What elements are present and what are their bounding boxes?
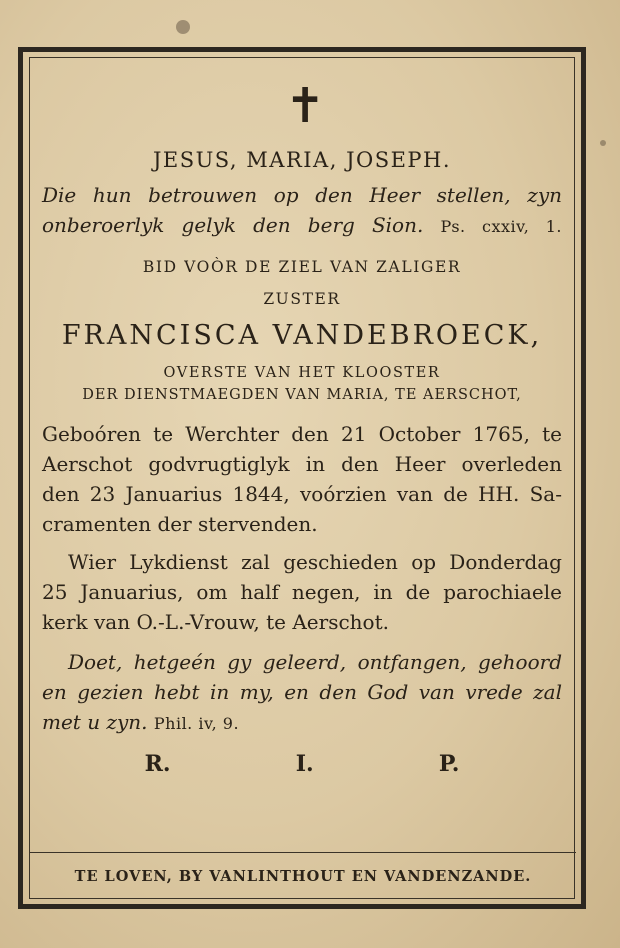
role-line-1: OVERSTE VAN HET KLOOSTER [163,365,441,381]
closing-line: en gezien hebt in my, en den God van vrede zal [42,680,562,704]
funeral-line: Wier Lykdienst zal geschieden op Donderdag [68,550,562,574]
verse-line-1: Die hun betrouwen op den Heer stellen, zyn [42,183,562,207]
rip-r: R. [144,751,171,777]
closing-text: met u zyn. [42,710,148,734]
cross-icon: ✝ [285,78,326,134]
role-line-2: DER DIENSTMAEGDEN VAN MARIA, TE AERSCHOT, [82,387,522,403]
funeral-line: 25 Januarius, om half negen, in de parochiaele [42,580,562,604]
funeral-line: kerk van O.-L.-Vrouw, te Aerschot. [42,610,389,634]
ink-spot [176,20,190,34]
printer-divider [30,852,576,853]
bio-line: Geboóren te Werchter den 21 October 1765, te [42,422,562,446]
ink-spot [600,140,606,146]
deceased-name: FRANCISCA VANDEBROECK, [61,320,543,351]
bio-line: cramenten der stervenden. [42,512,318,536]
closing-reference: Phil. iv, 9. [153,714,240,733]
rip-i: I. [295,751,314,777]
biography [42,419,562,539]
card-text [42,80,562,777]
funeral-notice [42,547,562,637]
bio-line: Aerschot godvrugtiglyk in den Heer overleden [42,452,562,476]
header-jesus-maria-joseph: JESUS, MARIA, JOSEPH. [152,148,452,172]
bio-line: den 23 Januarius 1844, voórzien van de HH. Sa- [42,482,562,506]
closing-line [42,707,562,739]
title-zuster: ZUSTER [263,290,341,308]
rip-letters [42,751,562,777]
verse-reference: Ps. cxxiv, 1. [440,217,563,236]
closing-line: Doet, hetgeén gy geleerd, ontfangen, gehoord [68,650,562,674]
closing-verse [42,647,562,739]
printer-credit: TE LOVEN, BY VANLINTHOUT EN VANDENZANDE. [74,868,532,885]
prayer-line: BID VOÒR DE ZIEL VAN ZALIGER [142,258,462,276]
verse-text: onberoerlyk gelyk den berg Sion. [42,213,424,237]
verse-line-2 [42,210,562,242]
rip-p: P. [438,751,460,777]
